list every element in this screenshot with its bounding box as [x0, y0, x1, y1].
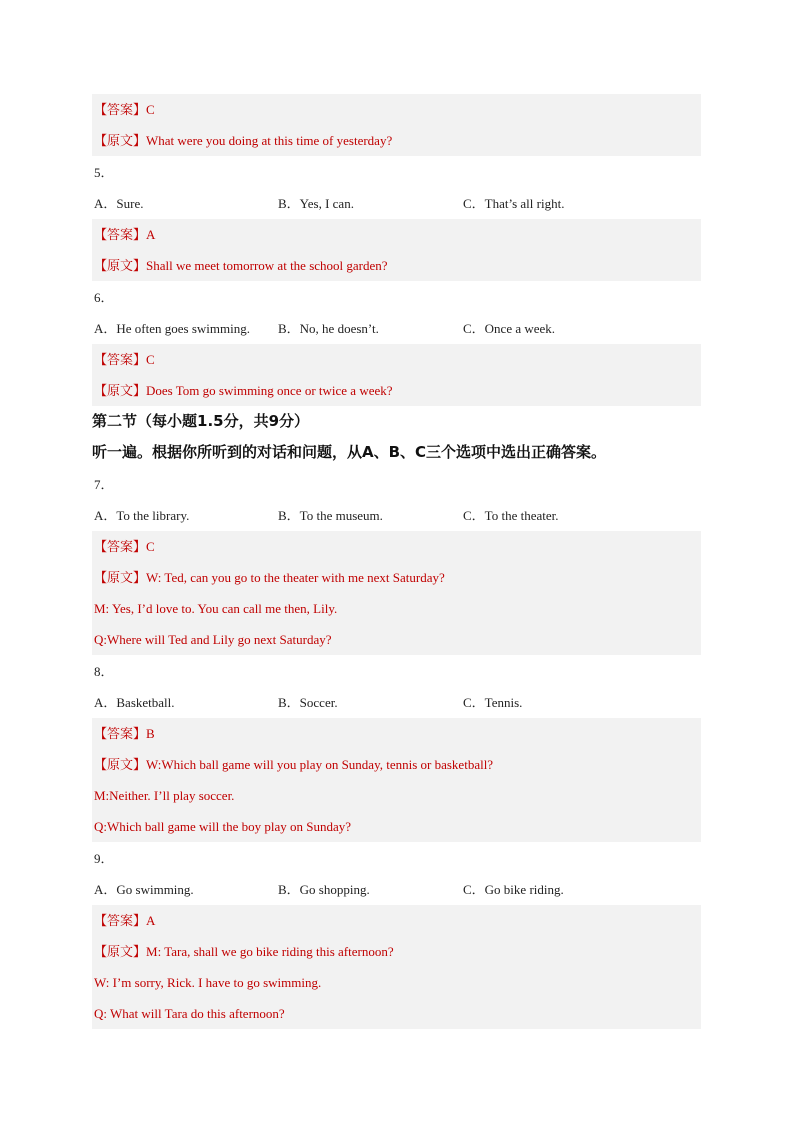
source-line: Q: What will Tara do this afternoon? [92, 998, 701, 1029]
option-b: B．Yes, I can. [278, 196, 354, 211]
source-text: Shall we meet tomorrow at the school garden? [146, 258, 388, 273]
answer-row [92, 905, 701, 936]
section-instruction: 听一遍。根据你所听到的对话和问题，从A、B、C三个选项中选出正确答案。 [92, 443, 607, 461]
option-b: B．To the museum. [278, 508, 383, 523]
section-title: 第二节（每小题1.5分，共9分） [92, 412, 310, 430]
source-label: 【原文】 [94, 133, 147, 148]
source-text: What were you doing at this time of yesterday? [146, 133, 393, 148]
question-number: 7． [94, 477, 114, 492]
answer-label: 【答案】 [94, 726, 147, 741]
question-number: 5． [94, 165, 114, 180]
options-row [92, 687, 701, 718]
source-row [92, 749, 701, 780]
source-text: W:Which ball game will you play on Sunday, tennis or basketball? [146, 757, 494, 772]
question-number: 9． [94, 851, 114, 866]
answer-row [92, 531, 701, 562]
question-number: 8． [94, 664, 114, 679]
answer-row [92, 94, 701, 125]
source-line: Q:Where will Ted and Lily go next Saturday? [92, 624, 701, 655]
option-c: C．That’s all right. [463, 196, 565, 211]
option-c: C．Go bike riding. [463, 882, 564, 897]
source-label: 【原文】 [94, 258, 147, 273]
answer-label: 【答案】 [94, 352, 147, 367]
answer-label: 【答案】 [94, 102, 147, 117]
answer-row [92, 344, 701, 375]
source-row [92, 562, 701, 593]
option-a: A．He often goes swimming. [94, 321, 250, 336]
answer-value: A [146, 227, 156, 242]
option-a: A．To the library. [94, 508, 190, 523]
source-line: W: I’m sorry, Rick. I have to go swimming. [92, 967, 701, 998]
source-label: 【原文】 [94, 944, 147, 959]
source-label: 【原文】 [94, 383, 147, 398]
answer-row [92, 219, 701, 250]
option-c: C．To the theater. [463, 508, 559, 523]
answer-label: 【答案】 [94, 539, 147, 554]
options-row [92, 874, 701, 905]
source-text: W: Ted, can you go to the theater with me next Saturday? [146, 570, 445, 585]
answer-value: C [146, 102, 155, 117]
source-text: M: Tara, shall we go bike riding this afternoon? [146, 944, 394, 959]
option-c: C．Tennis. [463, 695, 523, 710]
source-line: M:Neither. I’ll play soccer. [92, 780, 701, 811]
source-row [92, 125, 701, 156]
answer-label: 【答案】 [94, 913, 147, 928]
answer-value: A [146, 913, 156, 928]
source-line: M: Yes, I’d love to. You can call me then, Lily. [92, 593, 701, 624]
source-line: Q:Which ball game will the boy play on Sunday? [92, 811, 701, 842]
answer-value: C [146, 352, 155, 367]
question-number: 6． [94, 290, 114, 305]
options-row [92, 188, 701, 219]
options-row [92, 500, 701, 531]
option-b: B．Go shopping. [278, 882, 370, 897]
option-b: B．No, he doesn’t. [278, 321, 379, 336]
option-a: A．Sure. [94, 196, 144, 211]
source-text: Does Tom go swimming once or twice a week? [146, 383, 393, 398]
option-b: B．Soccer. [278, 695, 338, 710]
source-row [92, 250, 701, 281]
answer-row [92, 718, 701, 749]
option-c: C．Once a week. [463, 321, 556, 336]
source-label: 【原文】 [94, 570, 147, 585]
option-a: A．Basketball. [94, 695, 175, 710]
option-a: A．Go swimming. [94, 882, 194, 897]
source-row [92, 375, 701, 406]
answer-label: 【答案】 [94, 227, 147, 242]
source-label: 【原文】 [94, 757, 147, 772]
options-row [92, 313, 701, 344]
answer-value: B [146, 726, 155, 741]
source-row [92, 936, 701, 967]
answer-value: C [146, 539, 155, 554]
